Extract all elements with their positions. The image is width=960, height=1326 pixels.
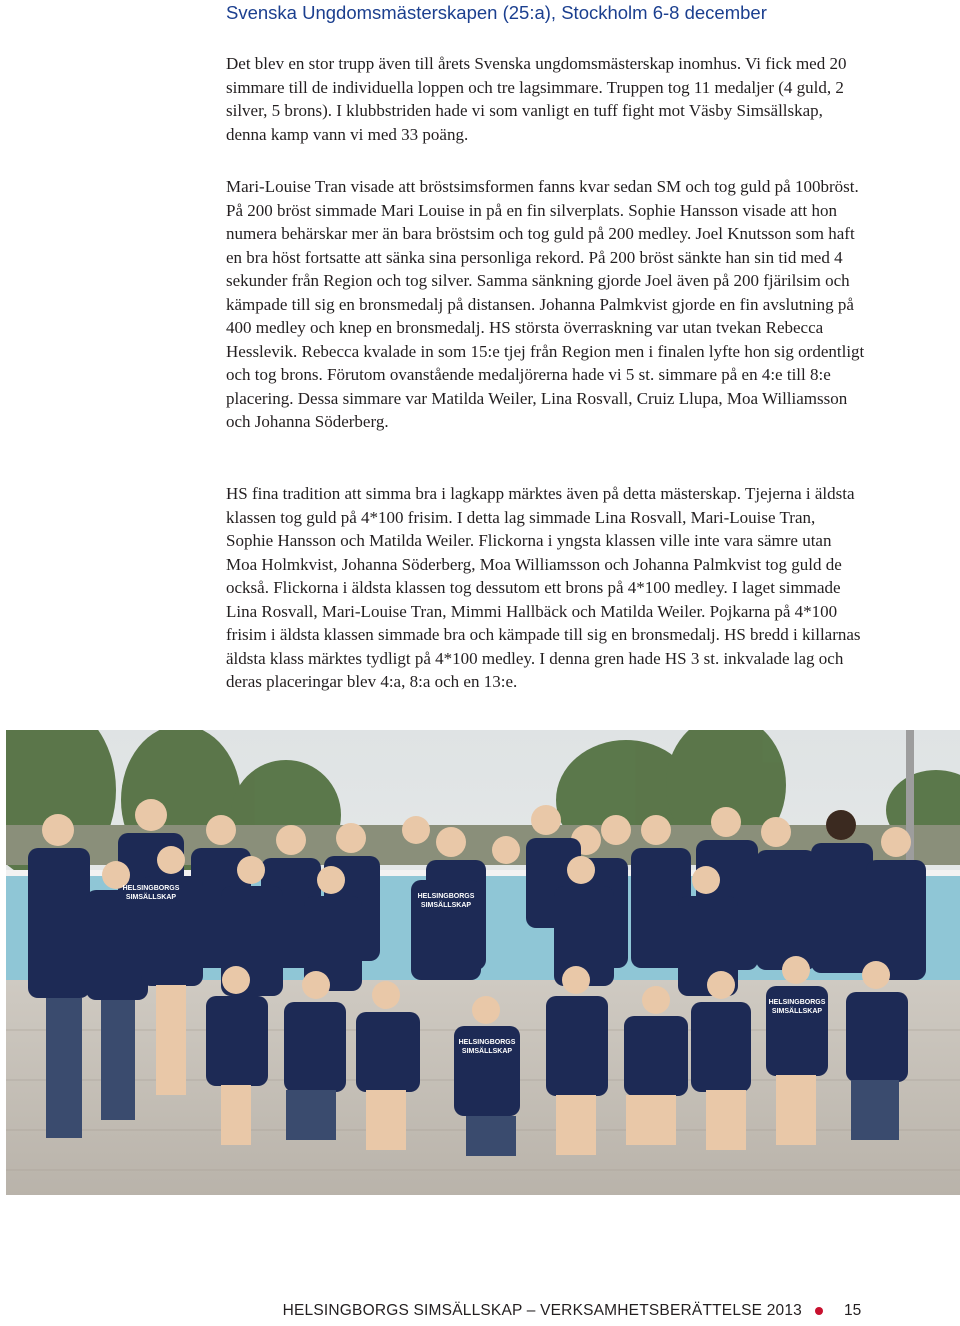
paragraph-individual-results: Mari-Louise Tran visade att bröstsimsformen fanns kvar sedan SM och tog guld på 100bröst. På 200 bröst simmade Mari Louise in på en fin silverplats. Sophie Hansson visade att hon numera behärskar mer än bara bröstsim och tog guld på 200 medley. Joel Knutsson som haft en bra höst fortsatte att sänka sina personliga rekord. På 200 bröst sänkte han sin tid med 4 sekunder från Region och tog silver. Samma sänkning gjorde Joel även på 200 fjärilsim och kämpade till sig en bronsmedalj på distansen. Johanna Palmkvist gjorde en fin avslutning på 400 medley och knep en bronsmedalj. HS största överraskning var utan tvekan Rebecca Hesslevik. Rebecca kvalade in som 15:e tjej från Region men i finalen lyfte hon sig ordentligt och tog brons. Förutom ovanstående medaljörerna hade vi 5 st. simmare på en 4:e till 8:e placering. Dessa simmare var Matilda Weiler, Lina Rosvall, Cruiz Llupa, Moa Williamsson och Johanna Söderberg. xyxy=(226,177,865,431)
footer-organization: HELSINGBORGS SIMSÄLLSKAP – VERKSAMHETSBERÄTTELSE 2013 xyxy=(282,1302,802,1319)
shirt-text-1: HELSINGBORGS xyxy=(122,885,180,892)
shirt-text-4: SIMSÄLLSKAP xyxy=(420,902,472,909)
page-footer xyxy=(0,1302,960,1326)
page-number: 15 xyxy=(844,1302,862,1319)
shirt-text-6: SIMSÄLLSKAP xyxy=(461,1048,513,1055)
shirt-text-8: SIMSÄLLSKAP xyxy=(771,1008,823,1015)
shirt-text-2: SIMSÄLLSKAP xyxy=(125,894,177,901)
footer-dot-icon xyxy=(815,1307,823,1315)
paragraph-intro: Det blev en stor trupp även till årets Svenska ungdomsmästerskap inomhus. Vi fick med 20 simmare till de individuella loppen och tre lagsimmare. Truppen tog 11 medaljer (4 guld, 2 silver, 5 brons). I klubbstriden hade vi som vanligt en tuff fight mot Väsby Simsällskap, denna kamp vann vi med 33 poäng. xyxy=(226,54,847,144)
shirt-text-3: HELSINGBORGS xyxy=(417,893,475,900)
page-heading: Svenska Ungdomsmästerskapen (25:a), Stockholm 6-8 december xyxy=(226,2,767,23)
team-photo xyxy=(6,730,960,1195)
shirt-text-7: HELSINGBORGS xyxy=(768,999,826,1006)
shirt-text-5: HELSINGBORGS xyxy=(458,1039,516,1046)
paragraph-relay-results: HS fina tradition att simma bra i lagkapp märktes även på detta mästerskap. Tjejerna i äldsta klassen tog guld på 4*100 frisim. I detta lag simmade Lina Rosvall, Mari-Louise Tran, Sophie Hansson och Matilda Weiler. Flickorna i yngsta klassen ville inte vara sämre utan Moa Holmkvist, Johanna Söderberg, Moa Williamsson och Johanna Palmkvist tog guld de också. Flickorna i äldsta klassen tog dessutom ett brons på 4*100 medley. I laget simmade Lina Rosvall, Mari-Louise Tran, Mimmi Hallbäck och Matilda Weiler. Pojkarna på 4*100 frisim i äldsta klassen simmade bra och kämpade till sig en bronsmedalj. HS bredd i killarnas äldsta klass märktes tydligt på 4*100 medley. I denna gren hade HS 3 st. inkvalade lag och deras placeringar blev 4:a, 8:a och en 13:e. xyxy=(226,484,861,691)
